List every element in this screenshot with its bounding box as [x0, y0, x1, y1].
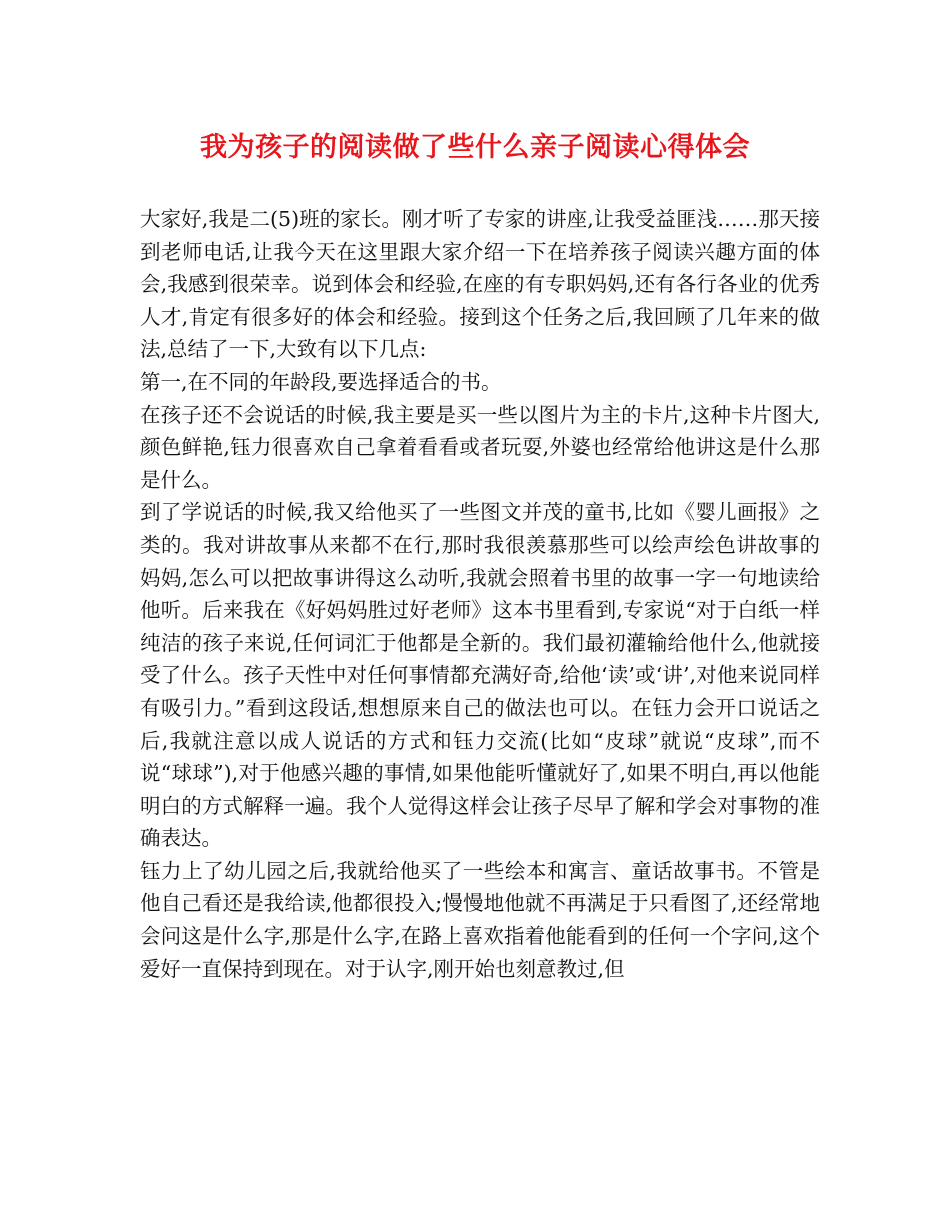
document-body: [140, 203, 820, 985]
paragraph-point-one: 第一,在不同的年龄段,要选择适合的书。: [140, 369, 502, 394]
paragraph-infant-cards: 在孩子还不会说话的时候,我主要是买一些以图片为主的卡片,这种卡片图大,颜色鲜艳,钰力很喜欢自己拿着看看或者玩耍,外婆也经常给他讲这是什么那是什么。: [140, 402, 820, 492]
document-title: 我为孩子的阅读做了些什么亲子阅读心得体会: [200, 132, 750, 163]
paragraph-picture-books: 到了学说话的时候,我又给他买了一些图文并茂的童书,比如《婴儿画报》之类的。我对讲故事从来都不在行,那时我很羡慕那些可以绘声绘色讲故事的妈妈,怎么可以把故事讲得这么动听,我就会照着书里的故事一字一句地读给他听。后来我在《好妈妈胜过好老师》这本书里看到,专家说“对于白纸一样纯洁的孩子来说,任何词汇于他都是全新的。我们最初灌输给他什么,他就接受了什么。孩子天性中对任何事情都充满好奇,给他‘读’或‘讲’,对他来说同样有吸引力。”看到这段话,想想原来自己的做法也可以。在钰力会开口说话之后,我就注意以成人说话的方式和钰力交流(比如“皮球”就说“皮球”,而不说“球球”),对于他感兴趣的事情,如果他能听懂就好了,如果不明白,再以他能明白的方式解释一遍。我个人觉得这样会让孩子尽早了解和学会对事物的准确表达。: [140, 500, 820, 851]
paragraph-intro: 大家好,我是二(5)班的家长。刚才听了专家的讲座,让我受益匪浅……那天接到老师电话,让我今天在这里跟大家介绍一下在培养孩子阅读兴趣方面的体会,我感到很荣幸。说到体会和经验,在座的有专职妈妈,还有各行各业的优秀人才,肯定有很多好的体会和经验。接到这个任务之后,我回顾了几年来的做法,总结了一下,大致有以下几点:: [140, 207, 820, 362]
paragraph-kindergarten: 钰力上了幼儿园之后,我就给他买了一些绘本和寓言、童话故事书。不管是他自己看还是我给读,他都很投入;慢慢地他就不再满足于只看图了,还经常地会问这是什么字,那是什么字,在路上喜欢指着他能看到的任何一个字问,这个爱好一直保持到现在。对于认字,刚开始也刻意教过,但: [140, 858, 820, 981]
